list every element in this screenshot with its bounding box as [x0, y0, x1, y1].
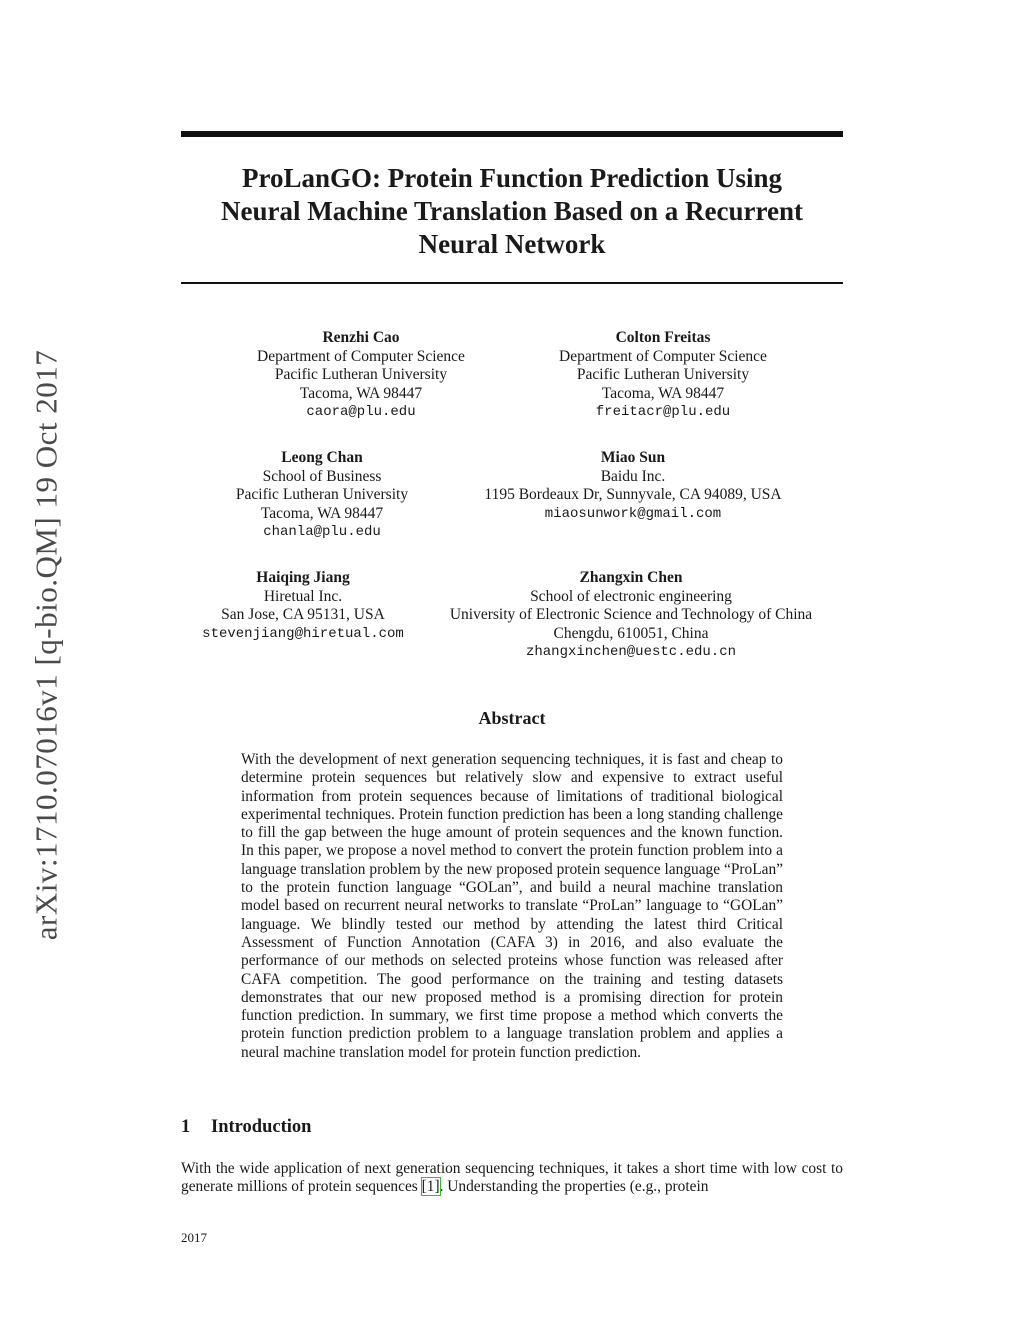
abstract-text: With the development of next generation sequencing techniques, it is fast and cheap to determine protein sequences but relatively slow and expensive to extract useful information from protein sequences because of limitations of traditional biological experimental techniques. Protein function prediction has been a long standing challenge to fill the gap between the huge amount of protein sequences and the known function. In this paper, we propose a novel method to convert the protein function problem into a language translation problem by the new proposed protein sequence language “ProLan” to the protein function language “GOLan”, and build a neural machine translation model based on recurrent neural networks to translate “ProLan” language to “GOLan” language. We blindly tested our method by attending the latest third Critical Assessment of Function Annotation (CAFA 3) in 2016, and also evaluate the performance of our methods on selected proteins whose function was released after CAFA competition. The good performance on the training and testing datasets demonstrates that our new proposed method is a promising direction for protein function prediction. In summary, we first time propose a method which converts the protein function prediction problem to a language translation problem and applies a neural machine translation model for protein function prediction.: [241, 751, 783, 1061]
author-block: [426, 569, 836, 662]
author-name: Leong Chan: [281, 449, 363, 466]
author-affiliation: San Jose, CA 95131, USA: [221, 606, 385, 623]
author-affiliation: Baidu Inc.: [600, 467, 666, 485]
author-affiliation: Pacific Lutheran University: [576, 366, 750, 383]
author-block: [533, 329, 793, 422]
footer-year: 2017: [181, 1230, 207, 1245]
author-email[interactable]: stevenjiang@hiretual.com: [202, 625, 404, 642]
introduction-text: With the wide application of next generation sequencing techniques, it takes a short time with low cost to generate millions of protein sequences: [181, 1160, 843, 1196]
author-affiliation: School of electronic engineering: [530, 587, 732, 605]
arxiv-identifier: [28, 330, 64, 960]
author-affiliation: 1195 Bordeaux Dr, Sunnyvale, CA 94089, USA: [484, 486, 782, 503]
author-name: Zhangxin Chen: [579, 569, 683, 586]
title-line: Neural Machine Translation Based on a Recurrent: [221, 196, 803, 226]
author-affiliation: Pacific Lutheran University: [274, 366, 448, 383]
paper-title: [181, 162, 843, 261]
author-affiliation: Pacific Lutheran University: [235, 486, 409, 503]
section-heading-introduction: [181, 1117, 311, 1138]
author-email[interactable]: freitacr@plu.edu: [595, 404, 731, 420]
author-email[interactable]: zhangxinchen@uestc.edu.cn: [525, 644, 737, 660]
author-block: [231, 329, 491, 422]
author-affiliation: School of Business: [262, 467, 382, 485]
author-affiliation: Chengdu, 610051, China: [553, 624, 709, 642]
author-email[interactable]: caora@plu.edu: [306, 404, 416, 420]
introduction-text: . Understanding the properties (e.g., protein: [439, 1178, 709, 1196]
author-affiliation: Tacoma, WA 98447: [601, 384, 725, 402]
title-line: ProLanGO: Protein Function Prediction Using: [241, 163, 782, 193]
title-rule-bottom: [181, 282, 843, 284]
author-name: Renzhi Cao: [322, 329, 400, 346]
author-affiliation: University of Electronic Science and Technology of China: [449, 606, 813, 623]
author-name: Miao Sun: [600, 449, 666, 466]
author-name: Haiqing Jiang: [256, 569, 350, 586]
author-email[interactable]: chanla@plu.edu: [263, 524, 381, 540]
author-block: [212, 449, 432, 542]
section-title: Introduction: [211, 1117, 312, 1137]
author-affiliation: Tacoma, WA 98447: [260, 504, 384, 522]
author-affiliation: Hiretual Inc.: [263, 587, 343, 605]
author-name: Colton Freitas: [615, 329, 711, 346]
author-affiliation: Department of Computer Science: [257, 347, 465, 365]
arxiv-identifier-text: arXiv:1710.07016v1 [q-bio.QM] 19 Oct 2017: [28, 349, 63, 941]
author-block: [458, 449, 808, 523]
author-affiliation: Department of Computer Science: [559, 347, 767, 365]
author-affiliation: Tacoma, WA 98447: [299, 384, 423, 402]
section-number: 1: [181, 1117, 191, 1137]
introduction-paragraph: [181, 1160, 843, 1197]
abstract-heading: Abstract: [478, 708, 546, 728]
author-email[interactable]: miaosunwork@gmail.com: [544, 505, 722, 522]
citation-link[interactable]: [1]: [421, 1178, 440, 1196]
title-line: Neural Network: [418, 229, 606, 259]
title-rule-top: [181, 131, 843, 137]
author-block: [188, 569, 418, 643]
